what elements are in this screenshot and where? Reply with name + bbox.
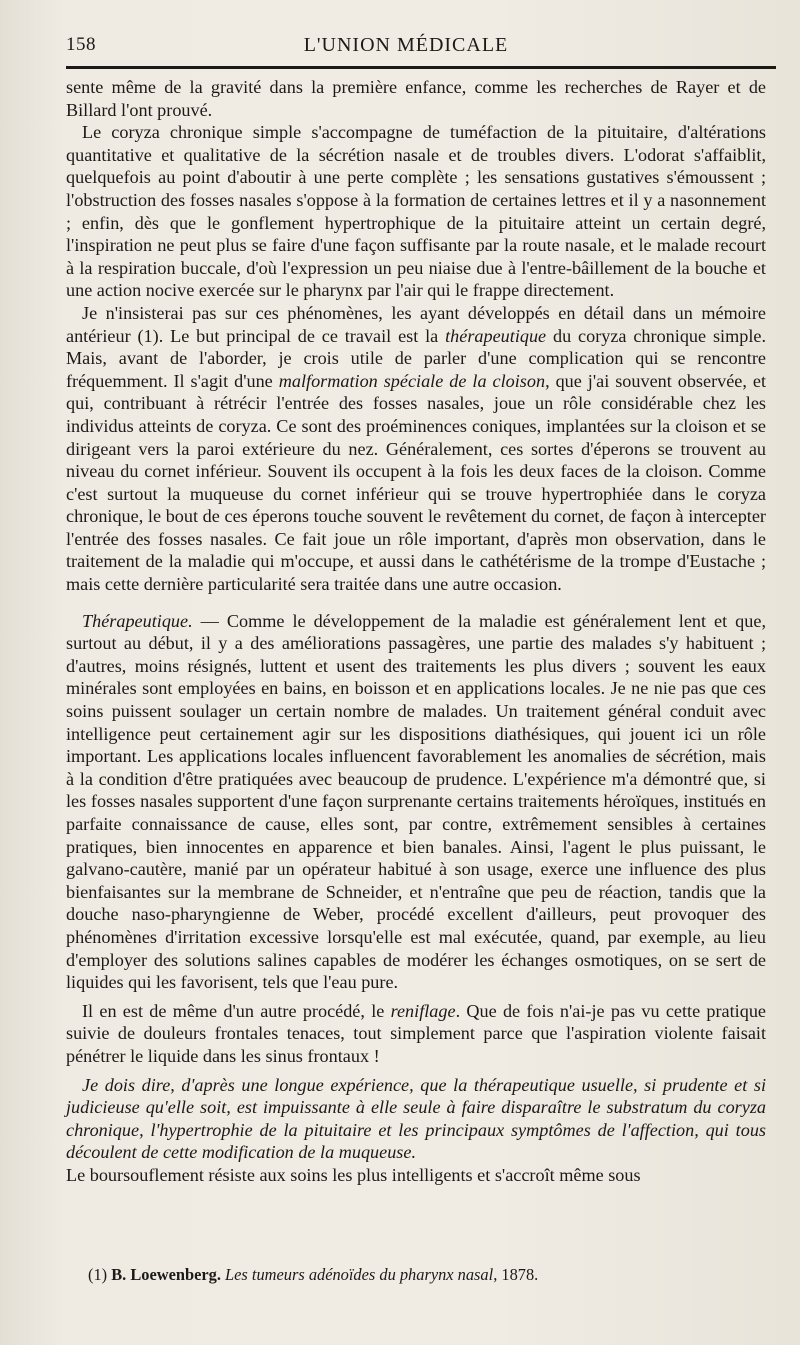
p3-emphasis-malformation: malformation spéciale de la cloison	[278, 370, 546, 391]
page-number: 158	[66, 34, 96, 55]
p3-text-b: du coryza chronique simple. Mais, avant de l'aborder, je crois utile de parler d'une complication qui se rencontre fréquemment. Il s'agit d'une	[66, 325, 766, 391]
p5-text-a: Il en est de même d'un autre procédé, le	[82, 1000, 391, 1021]
header-rule	[66, 66, 776, 69]
paragraph-4	[66, 610, 766, 994]
paragraph-1: sente même de la gravité dans la première enfance, comme les recherches de Rayer et de Billard l'ont prouvé.	[66, 77, 766, 120]
p3-text-c: , que j'ai souvent observée, et qui, contribuant à rétrécir l'entrée des fosses nasales, joue un rôle considérable chez les individus atteints de coryza. Ce sont des proéminences coniques, implantées sur la cloison et se dirigeant vers la paroi extérieure du nez. Généralement, ces sortes d'éperons se trouvent au niveau du cornet inférieur. Souvent ils occupent à la fois les deux faces de la cloison. Comme c'est surtout la muqueuse du cornet inférieur qui se trouve hypertrophiée dans le coryza chronique, le bout de ces éperons touche souvent le revêtement du cornet, de façon à intercepter l'entrée des fosses nasales. Ce fait joue un rôle important, d'après mon observation, dans le traitement de la maladie qui m'occupe, et aussi dans le cathétérisme de la trompe d'Eustache ; mais cette dernière particularité sera traitée dans une autre occasion.	[66, 370, 767, 595]
page-header	[66, 30, 770, 60]
footnote-author: B. Loewenberg.	[111, 1265, 221, 1284]
section-heading-therapeutique: Thérapeutique.	[82, 610, 193, 631]
paragraph-3	[66, 302, 766, 596]
p5-text-b: . Que de fois n'ai-je pas vu cette pratique suivie de douleurs frontales tenaces, tout simplement parce que l'aspiration violente faisait pénétrer le liquide dans les sinus frontaux !	[66, 1000, 766, 1066]
footnote	[88, 1265, 766, 1285]
p4-text: — Comme le développement de la maladie est généralement lent et que, surtout au début, il y a des améliorations passagères, une partie des malades s'y habituent ; d'autres, moins résignés, luttent et usent des traitements les plus divers ; souvent les eaux minérales sont employées en bains, en boisson et en applications locales. Je ne nie pas que ces soins puissent soulager un certain nombre de malades. Un traitement général conduit avec intelligence peut certainement agir sur les dispositions diathésiques, qui jouent ici un rôle important. Les applications locales influencent favorablement les anomalies de sécrétion, mais à la condition d'être pratiquées avec beaucoup de prudence. L'expérience m'a démontré que, si les fosses nasales supportent d'une façon surprenante certains traitements héroïques, institués en parfaite connaissance de cause, elles sont, par contre, extrêmement sensibles à certaines pratiques, bien innocentes en apparence et bien banales. Ainsi, l'agent le plus puissant, le galvano-cautère, manié par un opérateur habitué à son usage, exerce une influence des plus bienfaisantes sur la membrane de Schneider, et n'entraîne que peu de réaction, tandis que la douche naso-pharyngienne de Weber, procédé excellent d'ailleurs, peut provoquer des phénomènes d'irritation excessive lorsqu'elle est mal exécutée, quand, par exemple, au lieu d'employer des solutions salines capables de modérer les échanges osmotiques, on se sert de liquides qui les favorisent, tels que l'eau pure.	[66, 610, 766, 993]
article-body	[66, 76, 766, 1187]
paragraph-6-italic	[66, 1074, 766, 1164]
footnote-year: , 1878.	[493, 1265, 539, 1284]
p5-emphasis-reniflage: reniflage	[390, 1000, 456, 1021]
running-title: L'UNION MÉDICALE	[303, 34, 509, 56]
p3-emphasis-therapeutique: thérapeutique	[445, 325, 547, 346]
footnote-marker: (1)	[88, 1265, 112, 1284]
paragraph-7: Le boursouflement résiste aux soins les plus intelligents et s'accroît même sous	[66, 1164, 641, 1185]
paragraph-5	[66, 1000, 766, 1068]
p6-italic-text: Je dois dire, d'après une longue expérience, que la thérapeutique usuelle, si prudente et si judicieuse qu'elle soit, est impuissante à elle seule à faire disparaître le substratum du coryza chronique, l'hypertrophie de la pituitaire et les principaux symptômes de l'affection, qui tous découlent de cette modification de la muqueuse.	[66, 1074, 766, 1163]
paragraph-2: Le coryza chronique simple s'accompagne de tuméfaction de la pituitaire, d'altérations quantitative et qualitative de la sécrétion nasale et de troubles divers. L'odorat s'affaiblit, quelquefois au point d'aboutir à une perte complète ; les sensations gustatives s'émoussent ; l'obstruction des fosses nasales s'oppose à la formation de certaines lettres et il y a nasonnement ; enfin, dès que le gonflement hypertrophique de la pituitaire atteint un certain degré, l'inspiration ne peut plus se faire d'une façon suffisante par la route nasale, et le malade recourt à la respiration buccale, d'où l'expression un peu niaise due à l'entre-bâillement de la bouche et une action nocive exercée sur le pharynx par l'air qui le frappe directement.	[66, 122, 766, 301]
footnote-work-title: Les tumeurs adénoïdes du pharynx nasal	[220, 1265, 494, 1284]
p3-text-a: Je n'insisterai pas sur ces phénomènes, les ayant développés en détail dans un mémoire antérieur (1). Le but principal de ce travail est la	[66, 302, 766, 346]
